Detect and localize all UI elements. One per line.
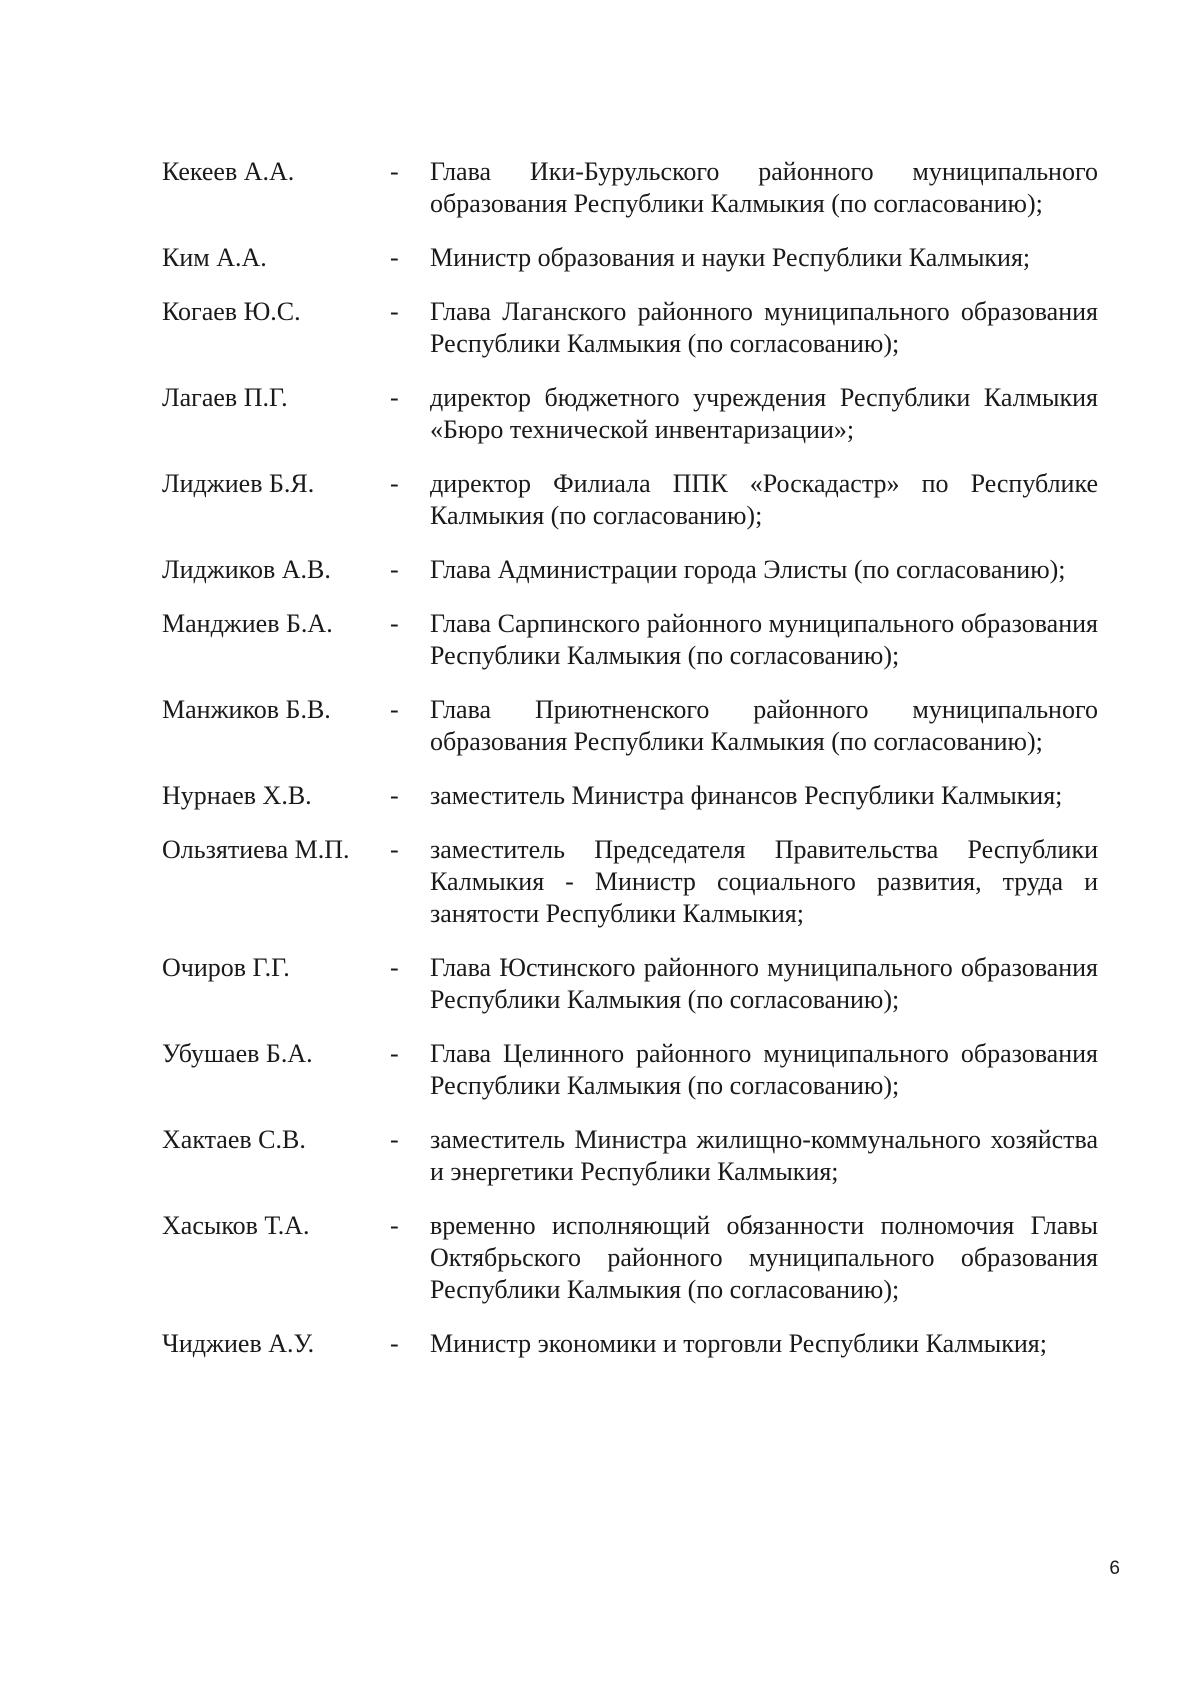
member-name: Кекеев А.А. [162,157,295,186]
list-item [162,554,1112,586]
dash-separator: - [390,243,399,272]
member-name: Хасыков Т.А. [162,1211,310,1240]
member-position: Министр образования и науки Республики Калмыкия; [430,243,1031,272]
member-name: Манджиев Б.А. [162,609,333,638]
member-name: Очиров Г.Г. [162,953,290,982]
member-position: заместитель Министра финансов Республики Калмыкия; [430,781,1063,810]
list-item [162,382,1112,446]
member-position: Глава Сарпинского районного муниципального образования Республики Калмыкия (по согласованию); [430,609,1098,670]
list-item [162,1124,1112,1188]
dash-separator: - [390,383,399,412]
list-item [162,468,1112,532]
member-position: директор Филиала ППК «Роскадастр» по Республике Калмыкия (по согласованию); [430,469,1098,530]
member-name: Ким А.А. [162,243,267,272]
list-item [162,694,1112,758]
dash-separator: - [390,609,399,638]
member-position: заместитель Министра жилищно-коммунального хозяйства и энергетики Республики Калмыкия; [430,1125,1098,1186]
member-name: Лагаев П.Г. [162,383,288,412]
member-position: Глава Юстинского районного муниципального образования Республики Калмыкия (по согласованию); [430,953,1098,1014]
dash-separator: - [390,781,399,810]
list-item [162,952,1112,1016]
list-item [162,1210,1112,1306]
page-number: 6 [1109,1558,1120,1579]
list-item [162,156,1112,220]
member-name: Хактаев С.В. [162,1125,306,1154]
dash-separator: - [390,835,399,864]
member-name: Когаев Ю.С. [162,297,301,326]
dash-separator: - [390,297,399,326]
dash-separator: - [390,157,399,186]
member-position: Глава Лаганского районного муниципального образования Республики Калмыкия (по согласованию); [430,297,1098,358]
member-position: Глава Приютненского районного муниципального образования Республики Калмыкия (по согласованию); [430,695,1098,756]
list-item [162,296,1112,360]
list-item [162,242,1112,274]
dash-separator: - [390,1039,399,1068]
member-position: Глава Целинного районного муниципального образования Республики Калмыкия (по согласованию); [430,1039,1098,1100]
member-name: Лиджиев Б.Я. [162,469,315,498]
dash-separator: - [390,1329,399,1358]
member-position: временно исполняющий обязанности полномочия Главы Октябрьского районного муниципального образования Республики Калмыкия (по согласованию); [430,1211,1098,1304]
list-item [162,834,1112,930]
member-position: заместитель Председателя Правительства Республики Калмыкия - Министр социального развития, труда и занятости Республики Калмыкия; [430,835,1098,928]
dash-separator: - [390,695,399,724]
member-name: Манжиков Б.В. [162,695,331,724]
member-name: Чиджиев А.У. [162,1329,315,1358]
member-position: директор бюджетного учреждения Республики Калмыкия «Бюро технической инвентаризации»; [430,383,1098,444]
member-list [162,156,1112,1360]
member-name: Лиджиков А.В. [162,555,331,584]
member-name: Нурнаев Х.В. [162,781,312,810]
dash-separator: - [390,953,399,982]
dash-separator: - [390,555,399,584]
list-item [162,780,1112,812]
dash-separator: - [390,1211,399,1240]
list-item [162,1328,1112,1360]
list-item [162,608,1112,672]
list-item [162,1038,1112,1102]
dash-separator: - [390,1125,399,1154]
member-name: Убушаев Б.А. [162,1039,313,1068]
dash-separator: - [390,469,399,498]
member-position: Глава Ики-Бурульского районного муниципального образования Республики Калмыкия (по согласованию); [430,157,1098,218]
member-name: Ользятиева М.П. [162,835,350,864]
member-position: Министр экономики и торговли Республики Калмыкия; [430,1329,1047,1358]
member-position: Глава Администрации города Элисты (по согласованию); [430,555,1066,584]
